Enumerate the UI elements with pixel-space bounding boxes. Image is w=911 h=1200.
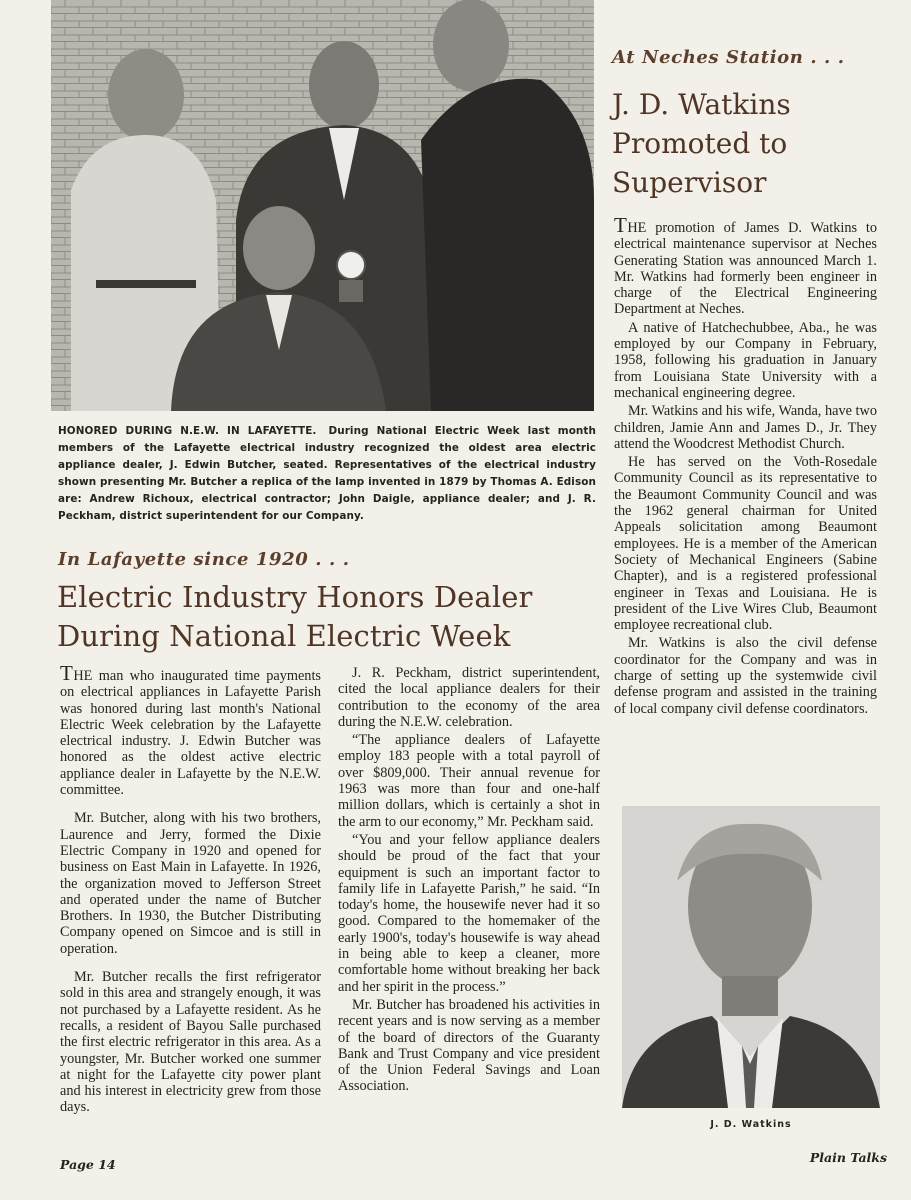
left-col2-paragraph-4: Mr. Butcher has broadened his activities in recent years and is now serving as a member of the board of directors of the Guaranty Bank and Trust Company and vice president of the Union Federal Savings and Loan Association. [338, 996, 600, 1095]
right-paragraph-5: Mr. Watkins is also the civil defense coordinator for the Company and was in charge of setting up the systemwide civil defense program and assisted in the training of local company civil defense coordinators. [614, 635, 877, 717]
left-col1-paragraph-2: Mr. Butcher, along with his two brothers, Laurence and Jerry, formed the Dixie Electric Company in 1920 and opened for business on East Main in Lafayette. In 1926, the organization moved to Jefferson Street and operated under the name of Butcher Brothers. In 1930, the Butcher Distributing Company opened on Simcoe and is still in operation. [60, 810, 321, 957]
right-headline-line1: J. D. Watkins [612, 88, 791, 121]
page-number: Page 14 [60, 1157, 116, 1172]
paragraph-text: HE man who inaugurated time payments on electrical appliances in Lafayette Parish was honored during last month's National Electric Week celebration by the Lafayette electrical industry. J. Edwin Butcher was honored as the oldest active electric appliance dealer in Lafayette by the N.E.W. committee. [60, 668, 321, 799]
right-paragraph-2: A native of Hatchechubbee, Aba., he was employed by our Company in February, 1958, following his graduation in January from Louisiana State University with a mechanical engineering degree. [614, 319, 877, 401]
left-headline-line1: Electric Industry Honors Dealer [57, 580, 533, 614]
right-headline [612, 85, 892, 202]
left-article-column-1 [60, 661, 321, 1118]
right-headline-line3: Supervisor [612, 166, 767, 199]
left-article-column-2 [338, 665, 600, 1097]
left-col1-paragraph-3: Mr. Butcher recalls the first refrigerator sold in this area and strangely enough, it was not purchased by a Lafayette resident. As he recalls, a resident of Bayou Salle purchased the first electric refrigerator in this area. As a youngster, Mr. Butcher worked one summer at night for the Lafayette city power plant and his interest in electricity grew from those days. [60, 969, 321, 1116]
caption-text: During National Electric Week last month members of the Lafayette electrical industry recognized the oldest area electric appliance dealer, J. Edwin Butcher, seated. Representatives of the electrical industry shown presenting Mr. Butcher a replica of the lamp invented in 1879 by Thomas A. Edison are: Andrew Richoux, electrical contractor; John Daigle, appliance dealer; and J. R. Peckham, district superintendent for our Company. [58, 425, 596, 522]
left-headline [57, 578, 532, 656]
left-headline-line2: During National Electric Week [57, 619, 511, 653]
left-col1-paragraph-1 [60, 661, 321, 799]
right-paragraph-1 [614, 213, 877, 318]
right-kicker: At Neches Station . . . [612, 47, 845, 68]
right-headline-line2: Promoted to [612, 127, 788, 160]
left-col2-paragraph-3: “You and your fellow appliance dealers should be proud of the fact that your equipment is such an important factor to family life in Lafayette Parish,” he said. “In today's home, the housewife never had it so good. Compared to the homemaker of the early 1900's, today's housewife is way ahead in being able to keep a cleaner, more comfortable home without breaking her back and her spirit in the process.” [338, 831, 600, 995]
dropcap: T [614, 213, 628, 237]
left-kicker: In Lafayette since 1920 . . . [58, 549, 350, 570]
portrait-photo [622, 806, 880, 1108]
left-col2-paragraph-2: “The appliance dealers of Lafayette employ 183 people with a total payroll of over $809,000. Their annual revenue for 1963 was more than four and one-half million dollars, which is certainly a shot in the arm to our economy,” Mr. Peckham said. [338, 732, 600, 830]
right-paragraph-4: He has served on the Voth-Rosedale Community Council as its representative to the Beaumont Community Council and was the 1962 general chairman for United Appeals solicitation among Beaumont employees. He is a member of the American Society of Mechanical Engineers (Sabine Chapter), and is a registered professional engineer in Texas and Louisiana. He is president of the Live Wires Club, Beaumont employee recreational club. [614, 454, 877, 634]
caption-lead: HONORED DURING N.E.W. IN LAFAYETTE. [58, 425, 317, 437]
left-col2-paragraph-1: J. R. Peckham, district superintendent, cited the local appliance dealers for their contribution to the economy of the area during the N.E.W. celebration. [338, 665, 600, 730]
magazine-name: Plain Talks [809, 1150, 887, 1165]
right-paragraph-3: Mr. Watkins and his wife, Wanda, have two children, Jamie Ann and James D., Jr. They attend the Woodcrest Methodist Church. [614, 403, 877, 452]
paragraph-text: HE promotion of James D. Watkins to electrical maintenance supervisor at Neches Generating Station was announced March 1. Mr. Watkins had formerly been engineer in charge of the Electrical Engineering Department at Neches. [614, 220, 877, 318]
top-photo-illustration [51, 0, 594, 411]
top-photo-caption [58, 423, 596, 525]
right-article-column [614, 213, 877, 719]
portrait-caption: J. D. Watkins [710, 1119, 792, 1130]
top-photo [51, 0, 594, 411]
dropcap: T [60, 661, 74, 685]
portrait-illustration [622, 806, 880, 1108]
